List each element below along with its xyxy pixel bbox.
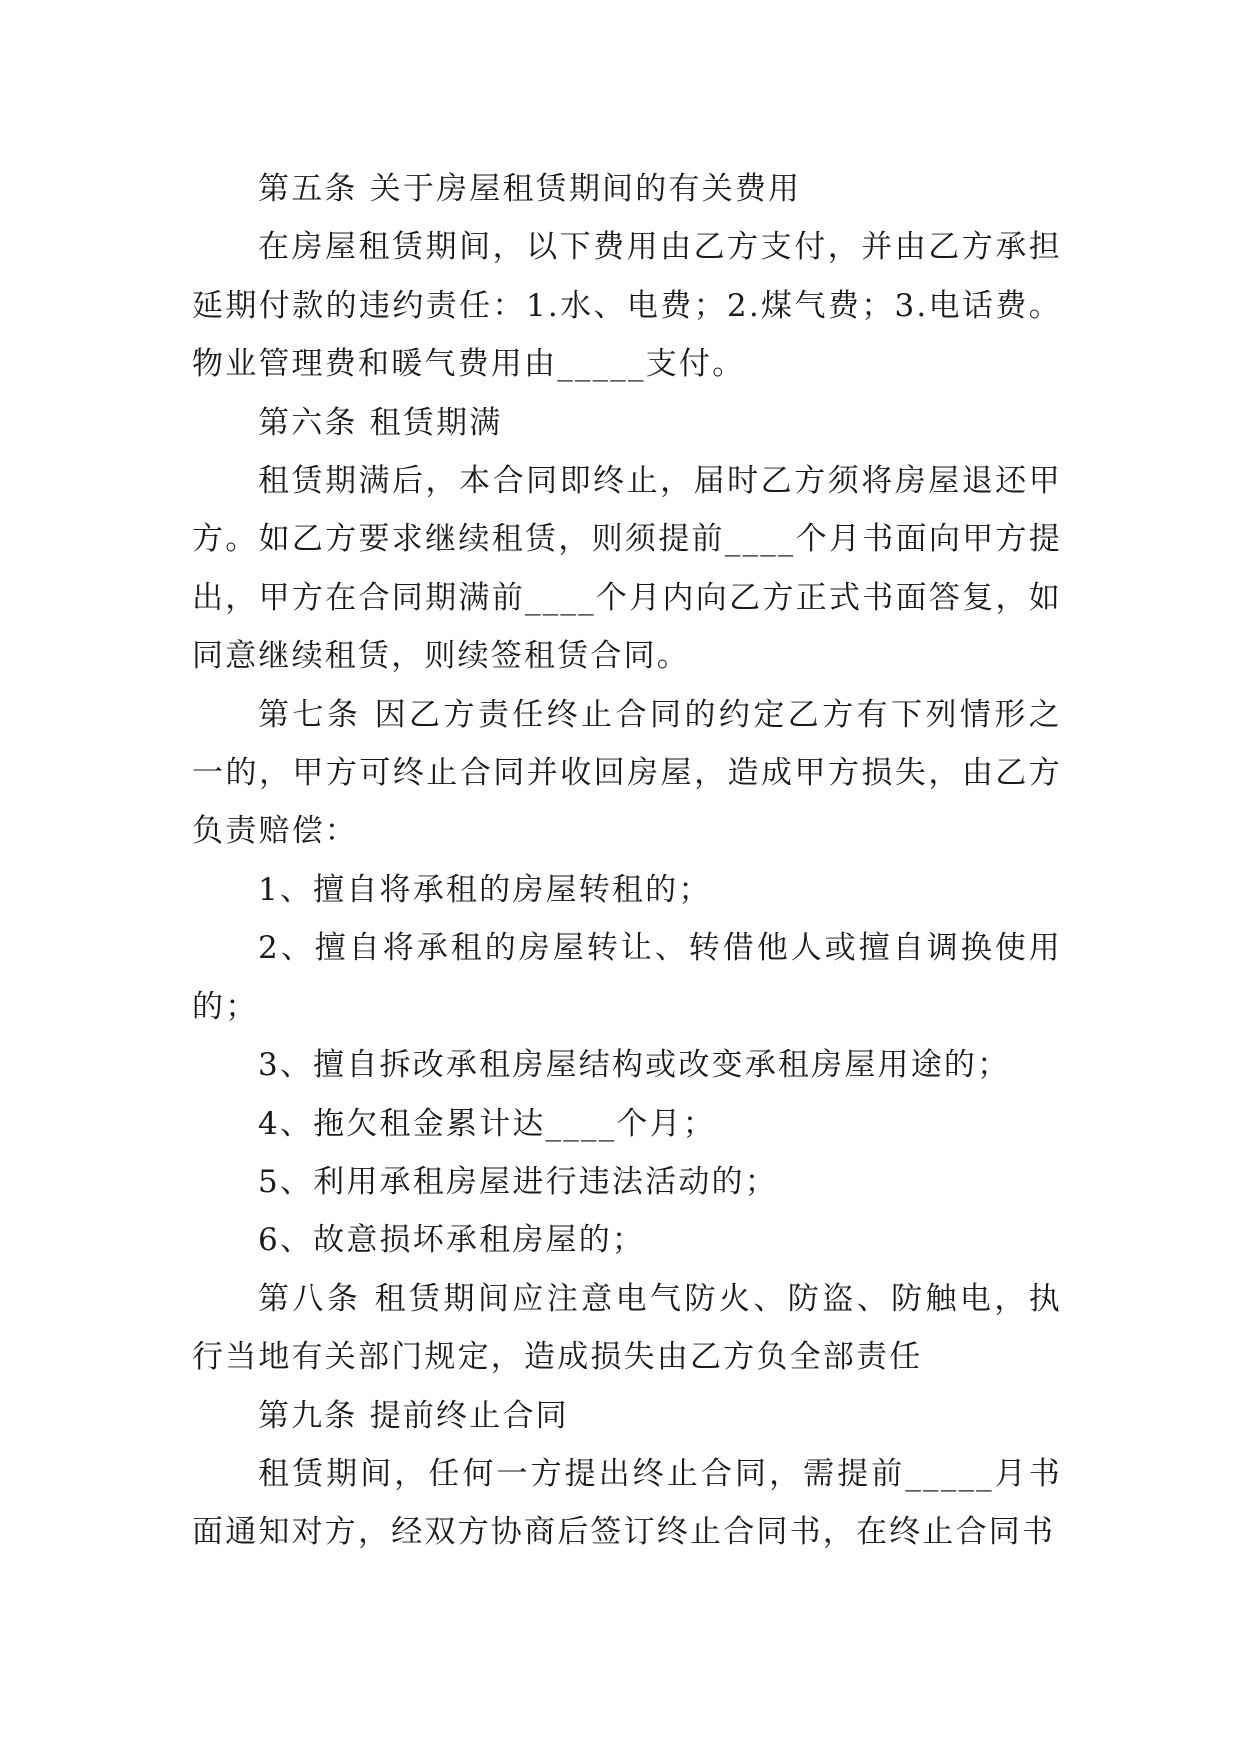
article-8-body: 第八条 租赁期间应注意电气防火、防盗、防触电，执行当地有关部门规定，造成损失由乙方负全部责任 — [192, 1280, 1062, 1376]
article-7-heading: 第七条 因乙方责任终止合同的约定乙方有下列情形之一的，甲方可终止合同并收回房屋，造成甲方损失，由乙方负责赔偿： — [192, 696, 1062, 850]
article-7-item-5: 5、利用承租房屋进行违法活动的； — [258, 1163, 778, 1200]
article-7-item-2: 2、擅自将承租的房屋转让、转借他人或擅自调换使用的； — [192, 930, 1062, 1025]
document-page — [192, 160, 1062, 1562]
article-6-heading: 第六条 租赁期满 — [258, 404, 503, 441]
article-9-heading: 第九条 提前终止合同 — [258, 1397, 569, 1434]
article-5-body: 在房屋租赁期间，以下费用由乙方支付，并由乙方承担延期付款的违约责任：1.水、电费；2.煤气费；3.电话费。物业管理费和暖气费用由_____支付。 — [192, 229, 1062, 383]
article-6-body: 租赁期满后，本合同即终止，届时乙方须将房屋退还甲方。如乙方要求继续租赁，则须提前____个月书面向甲方提出，甲方在合同期满前____个月内向乙方正式书面答复，如同意继续租赁，则续签租赁合同。 — [192, 463, 1062, 675]
article-7-item-4: 4、拖欠租金累计达____个月； — [258, 1105, 716, 1142]
article-7-item-6: 6、故意损坏承租房屋的； — [258, 1222, 646, 1259]
article-9-body: 租赁期间，任何一方提出终止合同，需提前_____月书面通知对方，经双方协商后签订终止合同书，在终止合同书 — [192, 1455, 1062, 1551]
article-7-item-1: 1、擅自将承租的房屋转租的； — [258, 871, 712, 908]
article-5-heading: 第五条 关于房屋租赁期间的有关费用 — [258, 171, 802, 207]
article-7-item-3: 3、擅自拆改承租房屋结构或改变承租房屋用途的； — [258, 1047, 1011, 1084]
